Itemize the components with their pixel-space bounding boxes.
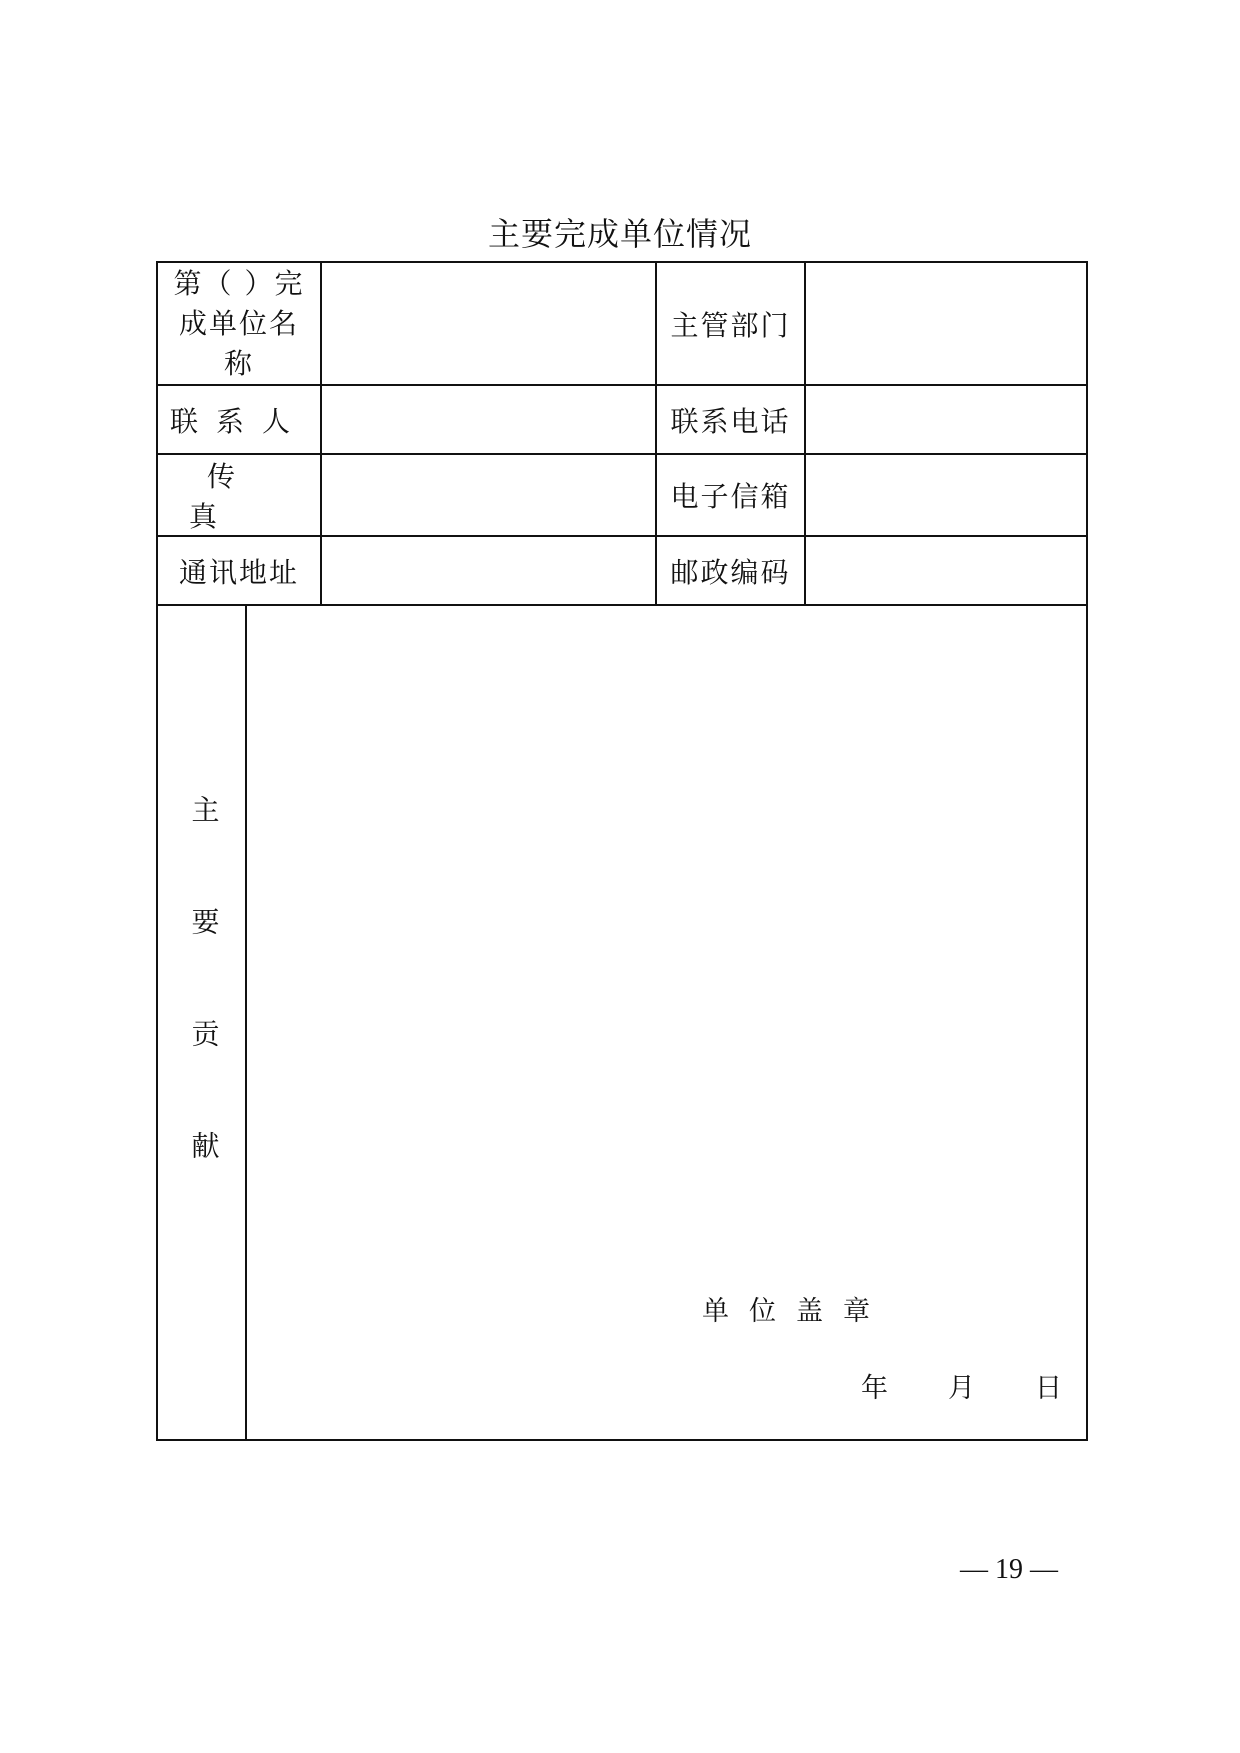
contact-row	[157, 385, 1087, 454]
phone-label: 联系电话	[670, 404, 791, 438]
postcode-field[interactable]	[805, 536, 1087, 605]
unit-name-field[interactable]	[321, 262, 656, 385]
date-line	[861, 1366, 1062, 1405]
phone-field[interactable]	[805, 385, 1087, 454]
unit-name-label-cell	[157, 262, 321, 385]
page-title: 主要完成单位情况	[487, 215, 752, 253]
contribution-label: 主要贡献	[187, 795, 221, 1243]
fax-row	[157, 454, 1087, 536]
unit-name-label: 第（ ）完成单位名称	[173, 266, 305, 380]
department-field[interactable]	[805, 262, 1087, 385]
fax-field[interactable]	[321, 454, 656, 536]
contact-label: 联系人	[169, 404, 308, 438]
email-label: 电子信箱	[670, 480, 791, 513]
postcode-label-cell	[656, 536, 805, 605]
page-number: — 19 —	[960, 1554, 1058, 1585]
year-label: 年	[861, 1373, 888, 1404]
unit-info-form	[156, 261, 1088, 1441]
contribution-label-cell	[157, 605, 246, 1440]
unit-stamp-label: 单位盖章	[702, 1296, 890, 1327]
address-row	[157, 536, 1087, 605]
address-label-cell	[157, 536, 321, 605]
address-label: 通讯地址	[178, 555, 299, 589]
email-label-cell	[656, 454, 805, 536]
address-field[interactable]	[321, 536, 656, 605]
unit-name-row	[157, 262, 1087, 385]
contact-label-cell	[157, 385, 321, 454]
day-label: 日	[1035, 1373, 1062, 1404]
contribution-field[interactable]	[246, 605, 1087, 1440]
department-label: 主管部门	[670, 308, 791, 342]
phone-label-cell	[656, 385, 805, 454]
fax-label: 传真	[188, 460, 307, 533]
contribution-row	[157, 605, 1087, 1440]
contact-field[interactable]	[321, 385, 656, 454]
department-label-cell	[656, 262, 805, 385]
email-field[interactable]	[805, 454, 1087, 536]
fax-label-cell	[157, 454, 321, 536]
month-label: 月	[948, 1373, 975, 1404]
postcode-label: 邮政编码	[670, 555, 791, 589]
